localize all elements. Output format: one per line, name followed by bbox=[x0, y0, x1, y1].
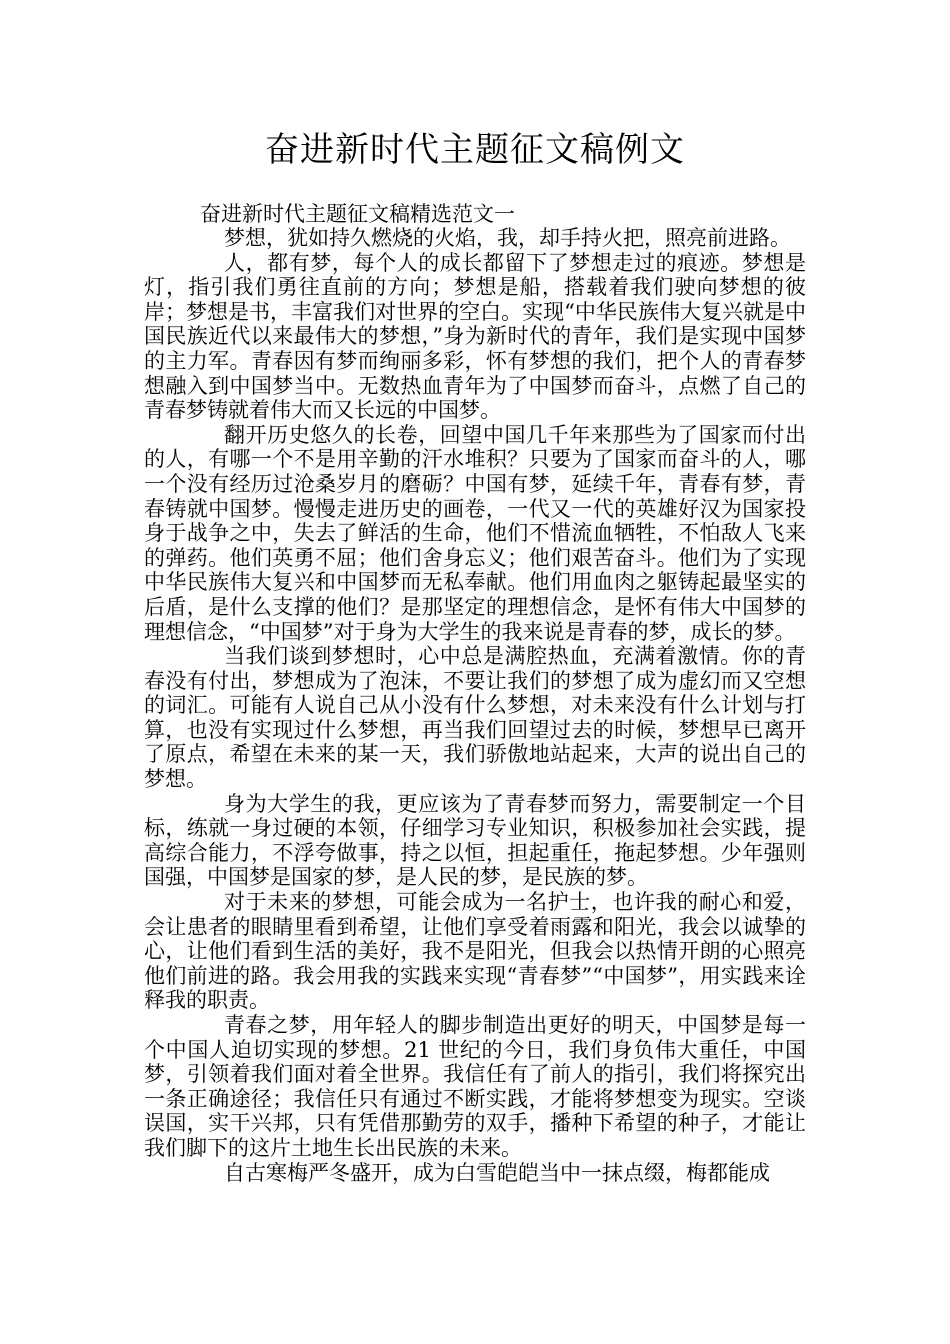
paragraph: 对于未来的梦想，可能会成为一名护士，也许我的耐心和爱，会让患者的眼睛里看到希望，让他们享受着雨露和阳光，我会以诚挚的心，让他们看到生活的美好，我不是阳光，但我会以热情开朗的心照亮他们前进的路。我会用我的实践来实现“青春梦”“中国梦”，用实践来诠释我的职责。 bbox=[144, 890, 806, 1013]
paragraph: 翻开历史悠久的长卷，回望中国几千年来那些为了国家而付出的人，有哪一个不是用辛勤的汗水堆积？只要为了国家而奋斗的人，哪一个没有经历过沧桑岁月的磨砺？中国有梦，延续千年，青春有梦，青春铸就中国梦。慢慢走进历史的画卷，一代又一代的英雄好汉为国家投身于战争之中，失去了鲜活的生命，他们不惜流血牺牲，不怕敌人飞来的弹药。他们英勇不屈；他们舍身忘义；他们艰苦奋斗。他们为了实现中华民族伟大复兴和中国梦而无私奉献。他们用血肉之躯铸起最坚实的后盾，是什么支撑的他们？是那坚定的理想信念，是怀有伟大中国梦的理想信念，“中国梦”对于身为大学生的我来说是青春的梦，成长的梦。 bbox=[144, 422, 806, 644]
paragraph: 青春之梦，用年轻人的脚步制造出更好的明天，中国梦是每一个中国人迫切实现的梦想。21 世纪的今日，我们身负伟大重任，中国梦，引领着我们面对着全世界。我信任有了前人的指引，我们将探究出一条正确途径；我信任只有通过不断实践，才能将梦想变为现实。空谈误国，实干兴邦，只有凭借那勤劳的双手，播种下希望的种子，才能让我们脚下的这片土地生长出民族的未来。 bbox=[144, 1013, 806, 1160]
document-body bbox=[144, 226, 806, 1185]
paragraph: 人，都有梦，每个人的成长都留下了梦想走过的痕迹。梦想是灯，指引我们勇往直前的方向；梦想是船，搭载着我们驶向梦想的彼岸；梦想是书，丰富我们对世界的空白。实现“中华民族伟大复兴就是中国民族近代以来最伟大的梦想，”身为新时代的青年，我们是实现中国梦的主力军。青春因有梦而绚丽多彩，怀有梦想的我们，把个人的青春梦想融入到中国梦当中。无数热血青年为了中国梦而奋斗，点燃了自己的青春梦铸就着伟大而又长远的中国梦。 bbox=[144, 250, 806, 423]
document-subtitle: 奋进新时代主题征文稿精选范文一 bbox=[200, 202, 515, 226]
paragraph: 身为大学生的我，更应该为了青春梦而努力，需要制定一个目标，练就一身过硬的本领，仔细学习专业知识，积极参加社会实践，提高综合能力，不浮夸做事，持之以恒，担起重任，拖起梦想。少年强则国强，中国梦是国家的梦，是人民的梦，是民族的梦。 bbox=[144, 791, 806, 890]
paragraph: 当我们谈到梦想时，心中总是满腔热血，充满着激情。你的青春没有付出，梦想成为了泡沫，不要让我们的梦想了成为虚幻而又空想的词汇。可能有人说自己从小没有什么梦想，对未来没有什么计划与打算，也没有实现过什么梦想，再当我们回望过去的时候，梦想早已离开了原点，希望在未来的某一天，我们骄傲地站起来，大声的说出自己的梦想。 bbox=[144, 644, 806, 792]
document-title: 奋进新时代主题征文稿例文 bbox=[265, 130, 685, 170]
paragraph: 自古寒梅严冬盛开，成为白雪皑皑当中一抹点缀，梅都能成 bbox=[224, 1160, 770, 1185]
paragraph: 梦想，犹如持久燃烧的火焰，我，却手持火把，照亮前进路。 bbox=[224, 226, 791, 250]
